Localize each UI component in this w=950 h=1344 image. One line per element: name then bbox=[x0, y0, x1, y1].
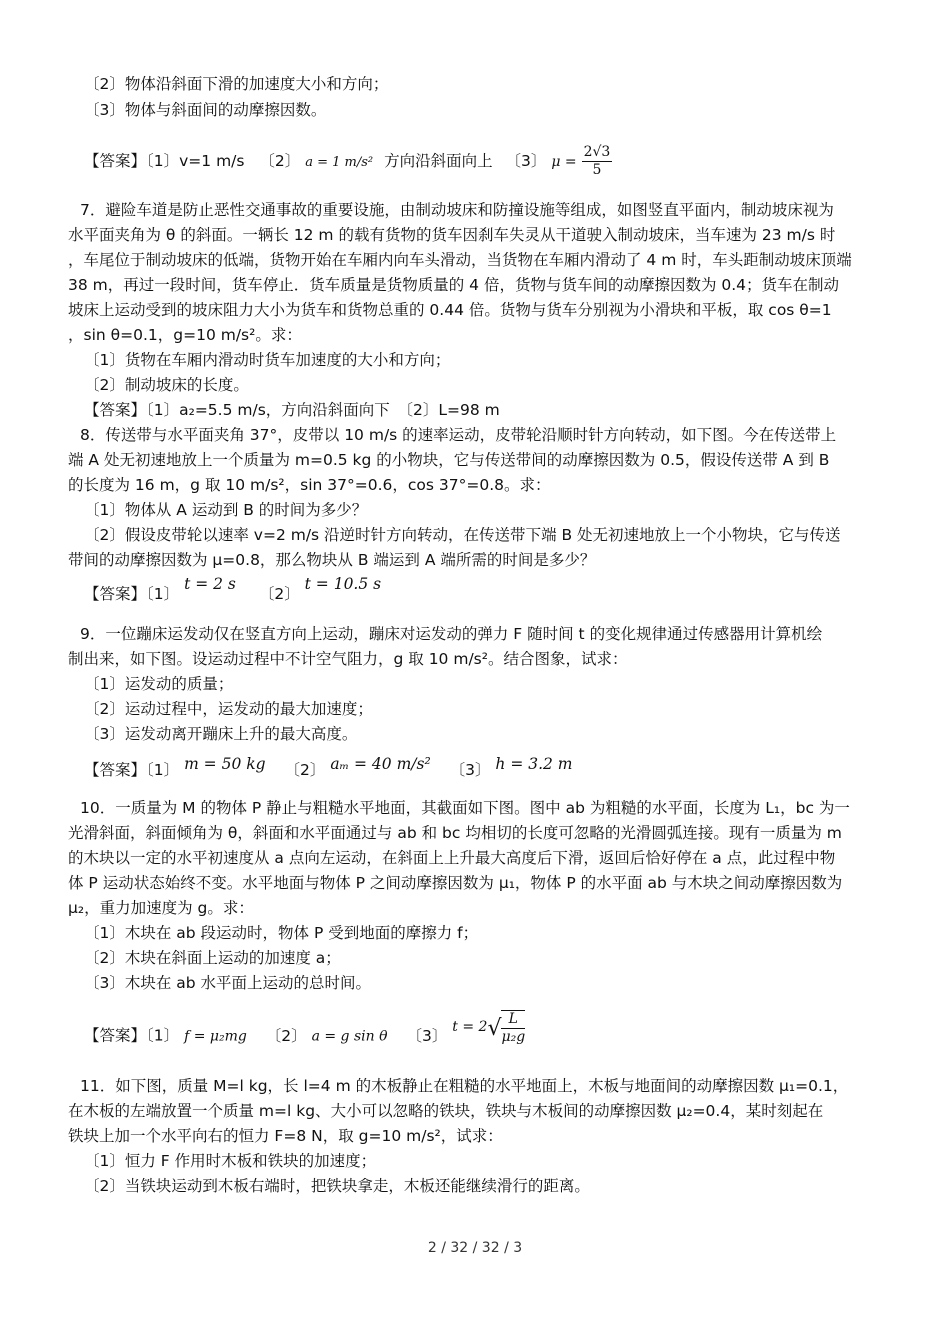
question-9-line-2: 制出来，如下图。设运动过程中不计空气阻力，g 取 10 m/s²。结合图象，试求： bbox=[68, 650, 628, 668]
question-11-part-1: 〔1〕恒力 F 作用时木板和铁块的加速度； bbox=[84, 1152, 377, 1170]
question-10-line-1: 10．一质量为 M 的物体 P 静止与粗糙水平地面，其截面如下图。图中 ab 为粗糙的水平面，长度为 L₁，bc 为一 bbox=[80, 799, 850, 817]
question-7-line-4: 38 m，再过一段时间，货车停止．货车质量是货物质量的 4 倍，货物与货车间的动摩擦因数为 0.4；货车在制动 bbox=[68, 276, 840, 294]
sqrt-icon: √ bbox=[487, 1015, 502, 1041]
question-8-line-2: 端 A 处无初速地放上一个质量为 m=0.5 kg 的小物块，它与传送带间的动摩擦因数为 0.5，假设传送带 A 到 B bbox=[68, 451, 830, 469]
question-10-part-2: 〔2〕木块在斜面上运动的加速度 a； bbox=[84, 949, 341, 967]
question-10-line-2: 光滑斜面，斜面倾角为 θ，斜面和水平面通过与 ab 和 bc 均相切的长度可忽略的光滑圆弧连接。现有一质量为 m bbox=[68, 824, 842, 842]
question-9-part-3: 〔3〕运发动离开蹦床上升的最大高度。 bbox=[84, 725, 358, 743]
question-10-part-1: 〔1〕木块在 ab 段运动时，物体 P 受到地面的摩擦力 f； bbox=[84, 924, 479, 942]
question-7-line-1: 7．避险车道是防止恶性交通事故的重要设施，由制动坡床和防撞设施等组成，如图竖直平面内，制动坡床视为 bbox=[80, 201, 834, 219]
question-7-part-1: 〔1〕货物在车厢内滑动时货车加速度的大小和方向； bbox=[84, 351, 451, 369]
question-11-part-2: 〔2〕当铁块运动到木板右端时，把铁块拿走，木板还能继续滑行的距离。 bbox=[84, 1177, 590, 1195]
answer-8: 【答案】〔1〕 t = 2 s 〔2〕 t = 10.5 s bbox=[84, 575, 382, 603]
question-7-line-5: 坡床上运动受到的坡床阻力大小为货车和货物总重的 0.44 倍。货物与货车分别视为小滑块和平板，取 cos θ=1 bbox=[68, 301, 832, 319]
question-8-part-2-line-1: 〔2〕假设皮带轮以速率 v=2 m/s 沿逆时针方向转动，在传送带下端 B 处无初速地放上一个小物块，它与传送 bbox=[84, 526, 841, 544]
question-7-part-2: 〔2〕制动坡床的长度。 bbox=[84, 376, 249, 394]
question-8-line-1: 8．传送带与水平面夹角 37°，皮带以 10 m/s 的速率运动，皮带轮沿顺时针方向转动，如下图。今在传送带上 bbox=[80, 426, 837, 444]
question-7-line-3: ，车尾位于制动坡床的低端，货物开始在车厢内向车头滑动，当货物在车厢内滑动了 4 m 时，车头距制动坡床顶端 bbox=[68, 251, 852, 269]
question-7-line-2: 水平面夹角为 θ 的斜面。一辆长 12 m 的载有货物的货车因刹车失灵从干道驶入制动坡床，当车速为 23 m/s 时 bbox=[68, 226, 836, 244]
answer-10: 【答案】〔1〕 f = μ₂mg 〔2〕 a = g sin θ 〔3〕 t = 2√ $\frac{L}{\text{μ₂g}}$ bbox=[84, 1011, 526, 1045]
answer-6: 【答案】〔1〕v=1 m/s 〔2〕 a = 1 m/s² 方向沿斜面向上 〔3〕 μ = $\frac{2√3}{5}$ bbox=[84, 144, 611, 178]
page-number: 2 / 32 / 32 / 3 bbox=[427, 1240, 523, 1256]
question-10-line-3: 的木块以一定的水平初速度从 a 点向左运动，在斜面上上升最大高度后下滑，返回后恰好停在 a 点，此过程中物 bbox=[68, 849, 836, 867]
question-10-part-3: 〔3〕木块在 ab 水平面上运动的总时间。 bbox=[84, 974, 372, 992]
answer-10-fraction: $\frac{L}{\text{μ₂g}}$ bbox=[501, 1011, 526, 1045]
question-9-part-2: 〔2〕运动过程中，运发动的最大加速度； bbox=[84, 700, 373, 718]
question-6-part-2: 〔2〕物体沿斜面下滑的加速度大小和方向； bbox=[84, 75, 389, 93]
question-8-part-2-line-2: 带间的动摩擦因数为 μ=0.8，那么物块从 B 端运到 A 端所需的时间是多少？ bbox=[68, 551, 596, 569]
question-7-line-6: ，sin θ=0.1，g=10 m/s²。求： bbox=[68, 326, 302, 344]
question-8-part-1: 〔1〕物体从 A 运动到 B 的时间为多少？ bbox=[84, 501, 368, 519]
question-10-line-5: μ₂，重力加速度为 g。求： bbox=[68, 899, 254, 917]
question-9-line-1: 9．一位蹦床运发动仅在竖直方向上运动，蹦床对运发动的弹力 F 随时间 t 的变化规律通过传感器用计算机绘 bbox=[80, 625, 823, 643]
answer-7: 【答案】〔1〕a₂=5.5 m/s，方向沿斜面向下 〔2〕L=98 m bbox=[84, 401, 500, 419]
question-11-line-3: 铁块上加一个水平向右的恒力 F=8 N，取 g=10 m/s²，试求： bbox=[68, 1127, 503, 1145]
question-9-part-1: 〔1〕运发动的质量； bbox=[84, 675, 234, 693]
question-11-line-2: 在木板的左端放置一个质量 m=l kg、大小可以忽略的铁块，铁块与木板间的动摩擦因数 μ₂=0.4，某时刻起在 bbox=[68, 1102, 824, 1120]
question-11-line-1: 11．如下图，质量 M=l kg，长 l=4 m 的木板静止在粗糙的水平地面上，木板与地面间的动摩擦因数 μ₁=0.1， bbox=[80, 1077, 849, 1095]
question-10-line-4: 体 P 运动状态始终不变。水平地面与物体 P 之间动摩擦因数为 μ₁，物体 P 的水平面 ab 与木块之间动摩擦因数为 bbox=[68, 874, 843, 892]
question-6-part-3: 〔3〕物体与斜面间的动摩擦因数。 bbox=[84, 101, 327, 119]
question-8-line-3: 的长度为 16 m，g 取 10 m/s²，sin 37°=0.6，cos 37°=0.8。求： bbox=[68, 476, 551, 494]
answer-6-fraction: $\frac{2√3}{5}$ bbox=[583, 144, 611, 178]
answer-9: 【答案】〔1〕 m = 50 kg 〔2〕 aₘ = 40 m/s² 〔3〕 h = 3.2 m bbox=[84, 755, 573, 779]
